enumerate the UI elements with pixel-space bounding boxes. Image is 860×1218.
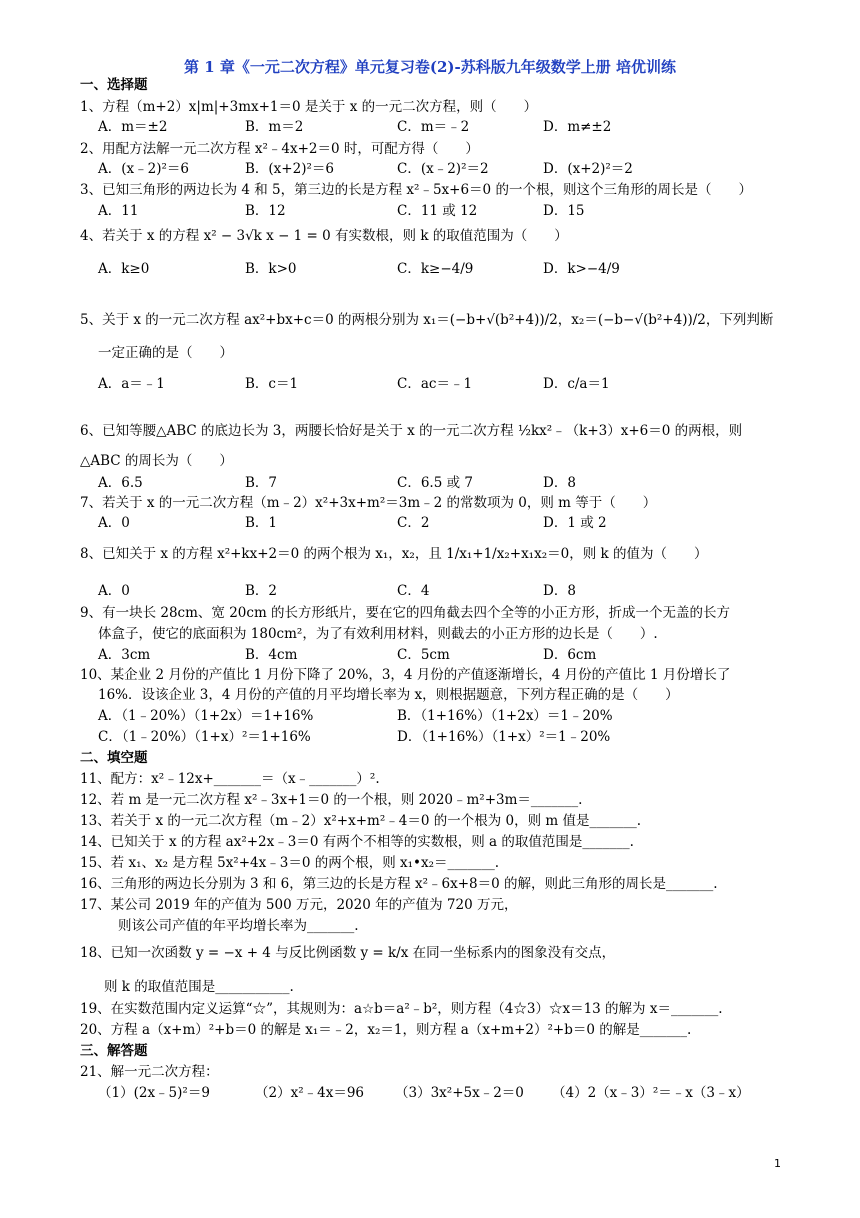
- question-15: 15、若 x₁、x₂ 是方程 5x²+4x﹣3＝0 的两个根，则 x₁•x₂＝_______.: [80, 855, 500, 871]
- q7-option-c: C．2: [397, 515, 430, 531]
- q6-option-b: B．7: [245, 475, 278, 491]
- question-18-line-2: 则 k 的取值范围是___________.: [104, 979, 294, 995]
- q21-part-3: （3）3x²+5x﹣2＝0: [395, 1085, 524, 1101]
- question-20: 20、方程 a（x+m）²+b＝0 的解是 x₁＝﹣2，x₂＝1，则方程 a（x+m+2）²+b＝0 的解是_______.: [80, 1022, 692, 1038]
- q1-option-c: C．m＝﹣2: [397, 119, 470, 135]
- q10-option-c: C．（1﹣20%）（1+x）²＝1+16%: [98, 729, 311, 745]
- question-6-continuation: △ABC 的周长为（ ）: [80, 453, 233, 469]
- question-5-continuation: 一定正确的是（ ）: [98, 345, 233, 361]
- q6-option-d: D．8: [543, 475, 576, 491]
- q4-option-d: D．k>−4/9: [543, 261, 620, 277]
- question-6-stem: 6、已知等腰△ABC 的底边长为 3，两腰长恰好是关于 x 的一元二次方程 ½kx²﹣（k+3）x+6＝0 的两根，则: [80, 423, 743, 439]
- q9-option-b: B．4cm: [245, 647, 298, 663]
- q21-part-1: （1）(2x﹣5)²＝9: [98, 1085, 210, 1101]
- q3-option-a: A．11: [98, 203, 139, 219]
- q8-option-d: D．8: [543, 583, 576, 599]
- page-number: 1: [774, 1157, 781, 1170]
- q4-option-b: B．k>0: [245, 261, 297, 277]
- q7-option-d: D．1 或 2: [543, 515, 607, 531]
- q5-option-a: A．a＝﹣1: [98, 376, 165, 392]
- q8-option-b: B．2: [245, 583, 278, 599]
- question-10-line-1: 10、某企业 2 月份的产值比 1 月份下降了 20%，3，4 月份的产值逐渐增长，4 月份的产值比 1 月份增长了: [80, 667, 731, 683]
- q10-option-a: A．（1﹣20%）（1+2x）＝1+16%: [98, 708, 314, 724]
- q4-option-a: A．k≥0: [98, 261, 150, 277]
- section-solve-heading: 三、解答题: [80, 1043, 148, 1059]
- q3-option-c: C．11 或 12: [397, 203, 478, 219]
- question-5-stem: 5、关于 x 的一元二次方程 ax²+bx+c＝0 的两根分别为 x₁＝(−b+√(b²+4))/2，x₂＝(−b−√(b²+4))/2，下列判断: [80, 312, 774, 328]
- question-21-stem: 21、解一元二次方程：: [80, 1064, 219, 1080]
- question-3-stem: 3、已知三角形的两边长为 4 和 5，第三边的长是方程 x²﹣5x+6＝0 的一个根，则这个三角形的周长是（ ）: [80, 182, 752, 198]
- question-16: 16、三角形的两边长分别为 3 和 6，第三边的长是方程 x²﹣6x+8＝0 的解，则此三角形的周长是_______.: [80, 876, 718, 892]
- question-10-line-2: 16%．设该企业 3，4 月份的产值的月平均增长率为 x，则根据题意，下列方程正确的是（ ）: [98, 687, 679, 703]
- question-12: 12、若 m 是一元二次方程 x²﹣3x+1＝0 的一个根，则 2020﹣m²+3m＝_______.: [80, 792, 583, 808]
- question-17-line-2: 则该公司产值的年平均增长率为_______.: [118, 918, 359, 934]
- q4-option-c: C．k≥−4/9: [397, 261, 474, 277]
- document-title: 第 1 章《一元二次方程》单元复习卷(2)-苏科版九年级数学上册 培优训练: [184, 58, 676, 76]
- q10-option-d: D．（1+16%）（1+x）²＝1﹣20%: [397, 729, 611, 745]
- q3-option-b: B．12: [245, 203, 286, 219]
- q21-part-4: （4）2（x﹣3）²＝﹣x（3﹣x）: [552, 1085, 750, 1101]
- q6-option-c: C．6.5 或 7: [397, 475, 473, 491]
- question-7-stem: 7、若关于 x 的一元二次方程（m﹣2）x²+3x+m²＝3m﹣2 的常数项为 0，则 m 等于（ ）: [80, 495, 657, 511]
- question-13: 13、若关于 x 的一元二次方程（m﹣2）x²+x+m²﹣4＝0 的一个根为 0，则 m 值是_______.: [80, 813, 642, 829]
- q21-part-2: （2）x²﹣4x＝96: [255, 1085, 364, 1101]
- q2-option-d: D．(x+2)²＝2: [543, 161, 633, 177]
- question-19: 19、在实数范围内定义运算“☆”，其规则为：a☆b＝a²﹣b²，则方程（4☆3）☆x＝13 的解为 x＝_______.: [80, 1001, 723, 1017]
- question-1-stem: 1、方程（m+2）x|m|+3mx+1＝0 是关于 x 的一元二次方程，则（ ）: [80, 99, 538, 115]
- question-2-stem: 2、用配方法解一元二次方程 x²﹣4x+2＝0 时，可配方得（ ）: [80, 141, 479, 157]
- q2-option-a: A．(x﹣2)²＝6: [98, 161, 189, 177]
- q2-option-c: C．(x﹣2)²＝2: [397, 161, 489, 177]
- q6-option-a: A．6.5: [98, 475, 143, 491]
- question-4-stem: 4、若关于 x 的方程 x² − 3√k x − 1 = 0 有实数根，则 k 的取值范围为（ ）: [80, 228, 568, 244]
- q8-option-c: C．4: [397, 583, 430, 599]
- q5-option-b: B．c＝1: [245, 376, 299, 392]
- question-11: 11、配方：x²﹣12x+_______＝（x﹣_______）².: [80, 771, 380, 787]
- q2-option-b: B．(x+2)²＝6: [245, 161, 334, 177]
- q9-option-a: A．3cm: [98, 647, 151, 663]
- q1-option-d: D．m≠±2: [543, 119, 612, 135]
- q1-option-b: B．m＝2: [245, 119, 304, 135]
- question-14: 14、已知关于 x 的方程 ax²+2x﹣3＝0 有两个不相等的实数根，则 a 的取值范围是_______.: [80, 834, 634, 850]
- q8-option-a: A．0: [98, 583, 130, 599]
- q1-option-a: A．m＝±2: [98, 119, 168, 135]
- q3-option-d: D．15: [543, 203, 585, 219]
- question-18-line-1: 18、已知一次函数 y = −x + 4 与反比例函数 y = k/x 在同一坐标系内的图象没有交点，: [80, 945, 616, 961]
- question-8-stem: 8、已知关于 x 的方程 x²+kx+2＝0 的两个根为 x₁，x₂，且 1/x₁+1/x₂+x₁x₂＝0，则 k 的值为（ ）: [80, 546, 708, 562]
- question-9-line-1: 9、有一块长 28cm、宽 20cm 的长方形纸片，要在它的四角截去四个全等的小正方形，折成一个无盖的长方: [80, 605, 731, 621]
- section-choice-heading: 一、选择题: [80, 77, 148, 93]
- q5-option-c: C．ac＝﹣1: [397, 376, 473, 392]
- question-17-line-1: 17、某公司 2019 年的产值为 500 万元，2020 年的产值为 720 万元，: [80, 897, 518, 913]
- question-9-line-2: 体盒子，使它的底面积为 180cm²，为了有效利用材料，则截去的小正方形的边长是（ ）.: [98, 626, 658, 642]
- q7-option-a: A．0: [98, 515, 130, 531]
- q10-option-b: B．（1+16%）（1+2x）＝1﹣20%: [397, 708, 613, 724]
- q9-option-d: D．6cm: [543, 647, 597, 663]
- section-fill-heading: 二、填空题: [80, 750, 148, 766]
- q9-option-c: C．5cm: [397, 647, 450, 663]
- q7-option-b: B．1: [245, 515, 278, 531]
- q5-option-d: D．c/a＝1: [543, 376, 610, 392]
